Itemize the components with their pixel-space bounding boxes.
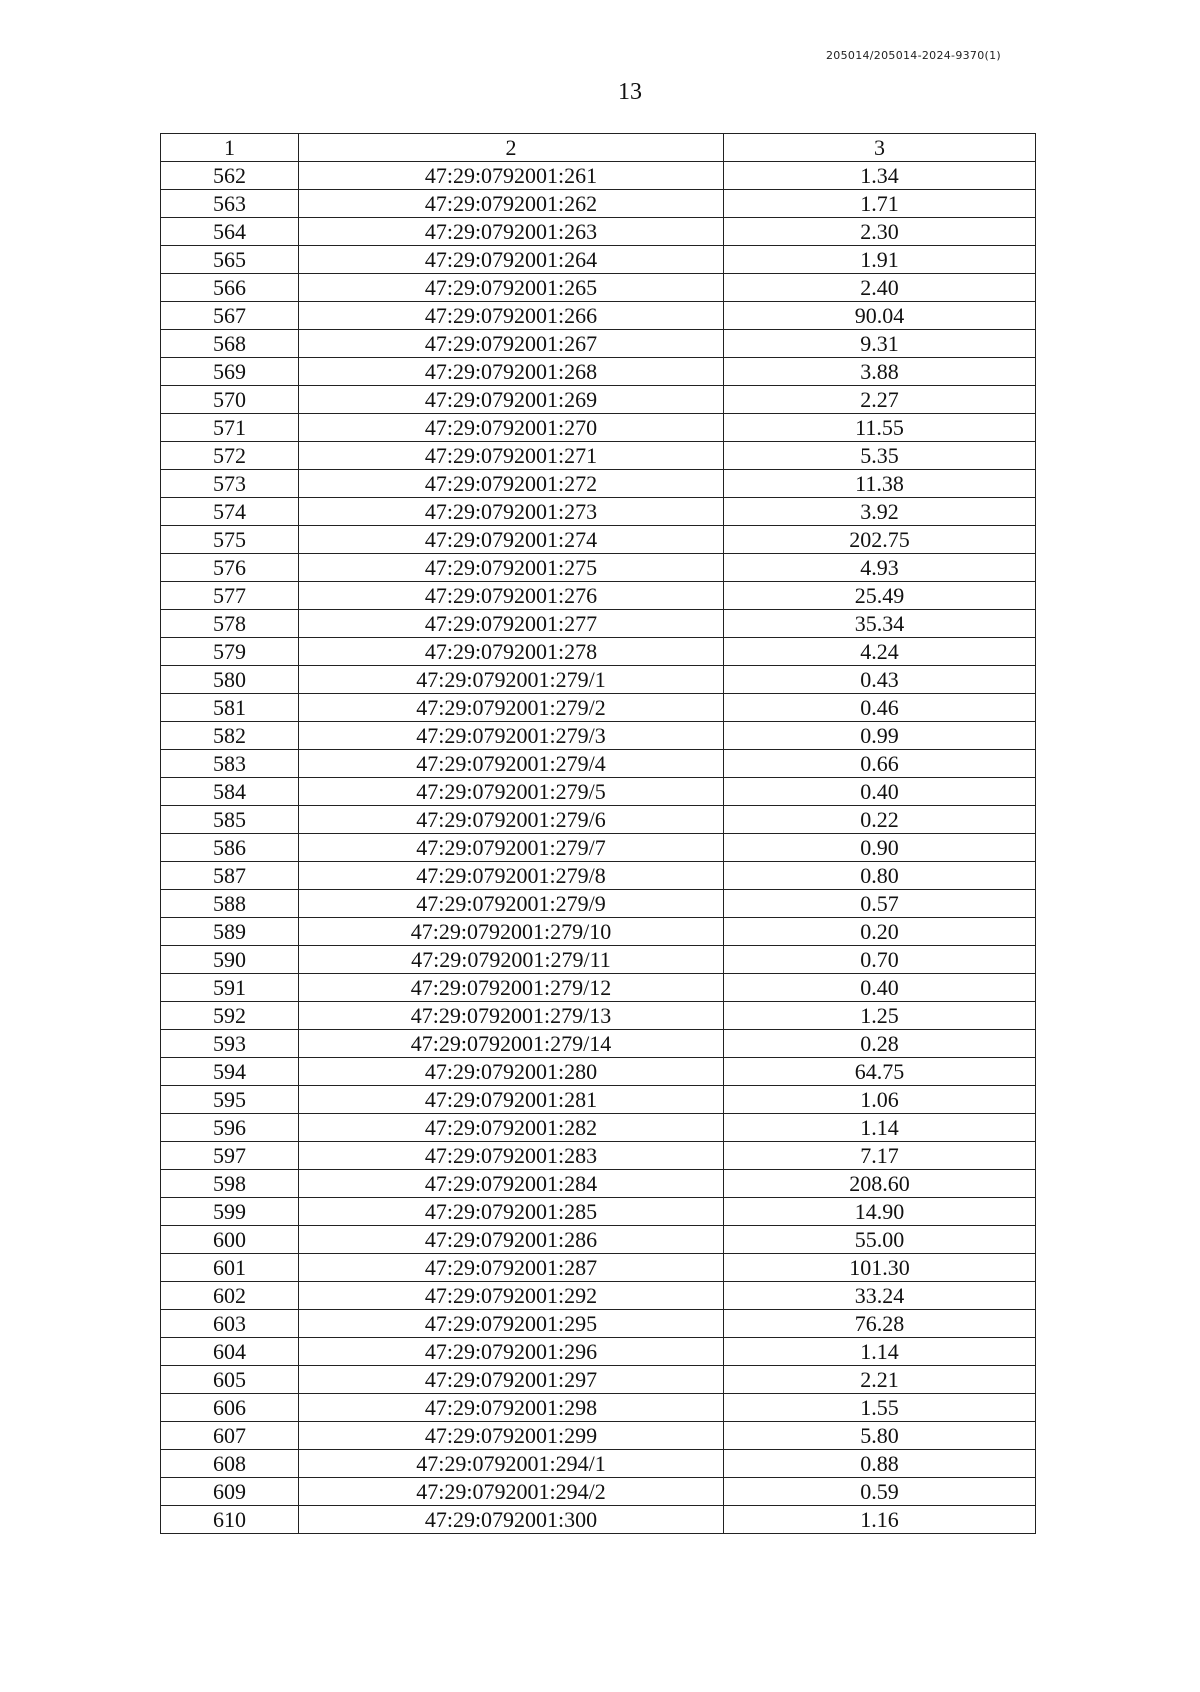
area-cell: 3.92 <box>724 498 1036 526</box>
area-cell: 2.21 <box>724 1366 1036 1394</box>
area-cell: 35.34 <box>724 610 1036 638</box>
table-row <box>161 162 1036 190</box>
table-row <box>161 946 1036 974</box>
cadastral-number-cell: 47:29:0792001:297 <box>299 1366 724 1394</box>
cadastral-number-cell: 47:29:0792001:294/2 <box>299 1478 724 1506</box>
area-cell: 4.24 <box>724 638 1036 666</box>
table-row <box>161 1086 1036 1114</box>
row-number-cell: 593 <box>161 1030 299 1058</box>
column-header-number: 1 <box>161 134 299 162</box>
cadastral-number-cell: 47:29:0792001:279/6 <box>299 806 724 834</box>
cadastral-number-cell: 47:29:0792001:299 <box>299 1422 724 1450</box>
table-row <box>161 1310 1036 1338</box>
cadastral-number-cell: 47:29:0792001:279/14 <box>299 1030 724 1058</box>
table-row <box>161 1254 1036 1282</box>
table-row <box>161 1366 1036 1394</box>
cadastral-number-cell: 47:29:0792001:273 <box>299 498 724 526</box>
table-row <box>161 218 1036 246</box>
cadastral-number-cell: 47:29:0792001:296 <box>299 1338 724 1366</box>
table-header-row <box>161 134 1036 162</box>
table-row <box>161 862 1036 890</box>
document-id: 205014/205014-2024-9370(1) <box>826 49 1001 62</box>
area-cell: 0.22 <box>724 806 1036 834</box>
cadastral-number-cell: 47:29:0792001:285 <box>299 1198 724 1226</box>
row-number-cell: 604 <box>161 1338 299 1366</box>
area-cell: 0.90 <box>724 834 1036 862</box>
table-row <box>161 470 1036 498</box>
area-cell: 33.24 <box>724 1282 1036 1310</box>
row-number-cell: 592 <box>161 1002 299 1030</box>
cadastral-number-cell: 47:29:0792001:279/8 <box>299 862 724 890</box>
cadastral-number-cell: 47:29:0792001:279/7 <box>299 834 724 862</box>
area-cell: 11.55 <box>724 414 1036 442</box>
row-number-cell: 602 <box>161 1282 299 1310</box>
parcel-table <box>160 133 1036 1534</box>
area-cell: 0.70 <box>724 946 1036 974</box>
area-cell: 1.14 <box>724 1114 1036 1142</box>
row-number-cell: 567 <box>161 302 299 330</box>
row-number-cell: 579 <box>161 638 299 666</box>
cadastral-number-cell: 47:29:0792001:279/3 <box>299 722 724 750</box>
cadastral-number-cell: 47:29:0792001:279/4 <box>299 750 724 778</box>
area-cell: 25.49 <box>724 582 1036 610</box>
table-row <box>161 890 1036 918</box>
area-cell: 90.04 <box>724 302 1036 330</box>
table-row <box>161 246 1036 274</box>
area-cell: 0.43 <box>724 666 1036 694</box>
table-row <box>161 302 1036 330</box>
table-row <box>161 1114 1036 1142</box>
table-row <box>161 918 1036 946</box>
cadastral-number-cell: 47:29:0792001:279/13 <box>299 1002 724 1030</box>
table-row <box>161 1198 1036 1226</box>
table-row <box>161 498 1036 526</box>
table-row <box>161 1282 1036 1310</box>
row-number-cell: 571 <box>161 414 299 442</box>
row-number-cell: 563 <box>161 190 299 218</box>
row-number-cell: 575 <box>161 526 299 554</box>
table-row <box>161 694 1036 722</box>
table-row <box>161 1226 1036 1254</box>
cadastral-number-cell: 47:29:0792001:269 <box>299 386 724 414</box>
area-cell: 1.34 <box>724 162 1036 190</box>
cadastral-number-cell: 47:29:0792001:292 <box>299 1282 724 1310</box>
row-number-cell: 565 <box>161 246 299 274</box>
row-number-cell: 573 <box>161 470 299 498</box>
row-number-cell: 574 <box>161 498 299 526</box>
area-cell: 0.99 <box>724 722 1036 750</box>
table-row <box>161 834 1036 862</box>
area-cell: 0.20 <box>724 918 1036 946</box>
table-row <box>161 1450 1036 1478</box>
area-cell: 101.30 <box>724 1254 1036 1282</box>
column-header-area: 3 <box>724 134 1036 162</box>
cadastral-number-cell: 47:29:0792001:274 <box>299 526 724 554</box>
row-number-cell: 587 <box>161 862 299 890</box>
table-row <box>161 414 1036 442</box>
cadastral-number-cell: 47:29:0792001:276 <box>299 582 724 610</box>
area-cell: 55.00 <box>724 1226 1036 1254</box>
cadastral-number-cell: 47:29:0792001:268 <box>299 358 724 386</box>
row-number-cell: 576 <box>161 554 299 582</box>
row-number-cell: 570 <box>161 386 299 414</box>
table-row <box>161 526 1036 554</box>
row-number-cell: 581 <box>161 694 299 722</box>
cadastral-number-cell: 47:29:0792001:272 <box>299 470 724 498</box>
area-cell: 3.88 <box>724 358 1036 386</box>
cadastral-number-cell: 47:29:0792001:284 <box>299 1170 724 1198</box>
table-row <box>161 1170 1036 1198</box>
row-number-cell: 588 <box>161 890 299 918</box>
row-number-cell: 609 <box>161 1478 299 1506</box>
cadastral-number-cell: 47:29:0792001:298 <box>299 1394 724 1422</box>
area-cell: 1.71 <box>724 190 1036 218</box>
cadastral-number-cell: 47:29:0792001:279/5 <box>299 778 724 806</box>
table-row <box>161 1394 1036 1422</box>
cadastral-number-cell: 47:29:0792001:287 <box>299 1254 724 1282</box>
row-number-cell: 597 <box>161 1142 299 1170</box>
table-row <box>161 1506 1036 1534</box>
row-number-cell: 595 <box>161 1086 299 1114</box>
cadastral-number-cell: 47:29:0792001:270 <box>299 414 724 442</box>
cadastral-number-cell: 47:29:0792001:300 <box>299 1506 724 1534</box>
table-row <box>161 330 1036 358</box>
row-number-cell: 577 <box>161 582 299 610</box>
table-row <box>161 1338 1036 1366</box>
row-number-cell: 610 <box>161 1506 299 1534</box>
area-cell: 208.60 <box>724 1170 1036 1198</box>
row-number-cell: 572 <box>161 442 299 470</box>
cadastral-number-cell: 47:29:0792001:266 <box>299 302 724 330</box>
table-row <box>161 1058 1036 1086</box>
area-cell: 0.57 <box>724 890 1036 918</box>
cadastral-number-cell: 47:29:0792001:262 <box>299 190 724 218</box>
cadastral-number-cell: 47:29:0792001:279/1 <box>299 666 724 694</box>
cadastral-number-cell: 47:29:0792001:279/12 <box>299 974 724 1002</box>
area-cell: 2.40 <box>724 274 1036 302</box>
row-number-cell: 569 <box>161 358 299 386</box>
cadastral-number-cell: 47:29:0792001:294/1 <box>299 1450 724 1478</box>
cadastral-number-cell: 47:29:0792001:277 <box>299 610 724 638</box>
row-number-cell: 598 <box>161 1170 299 1198</box>
cadastral-number-cell: 47:29:0792001:261 <box>299 162 724 190</box>
table-row <box>161 1422 1036 1450</box>
row-number-cell: 566 <box>161 274 299 302</box>
row-number-cell: 600 <box>161 1226 299 1254</box>
table-row <box>161 554 1036 582</box>
table-row <box>161 610 1036 638</box>
area-cell: 5.80 <box>724 1422 1036 1450</box>
area-cell: 11.38 <box>724 470 1036 498</box>
row-number-cell: 580 <box>161 666 299 694</box>
area-cell: 14.90 <box>724 1198 1036 1226</box>
area-cell: 4.93 <box>724 554 1036 582</box>
area-cell: 0.46 <box>724 694 1036 722</box>
area-cell: 0.66 <box>724 750 1036 778</box>
cadastral-number-cell: 47:29:0792001:282 <box>299 1114 724 1142</box>
table-row <box>161 806 1036 834</box>
table-row <box>161 778 1036 806</box>
table-row <box>161 582 1036 610</box>
table-row <box>161 442 1036 470</box>
area-cell: 0.28 <box>724 1030 1036 1058</box>
area-cell: 76.28 <box>724 1310 1036 1338</box>
row-number-cell: 596 <box>161 1114 299 1142</box>
row-number-cell: 594 <box>161 1058 299 1086</box>
row-number-cell: 589 <box>161 918 299 946</box>
row-number-cell: 584 <box>161 778 299 806</box>
row-number-cell: 568 <box>161 330 299 358</box>
cadastral-number-cell: 47:29:0792001:281 <box>299 1086 724 1114</box>
table-row <box>161 638 1036 666</box>
row-number-cell: 562 <box>161 162 299 190</box>
row-number-cell: 606 <box>161 1394 299 1422</box>
area-cell: 0.59 <box>724 1478 1036 1506</box>
cadastral-number-cell: 47:29:0792001:283 <box>299 1142 724 1170</box>
table-row <box>161 666 1036 694</box>
row-number-cell: 564 <box>161 218 299 246</box>
cadastral-number-cell: 47:29:0792001:286 <box>299 1226 724 1254</box>
area-cell: 2.27 <box>724 386 1036 414</box>
cadastral-number-cell: 47:29:0792001:279/2 <box>299 694 724 722</box>
table-row <box>161 1002 1036 1030</box>
area-cell: 0.40 <box>724 974 1036 1002</box>
row-number-cell: 599 <box>161 1198 299 1226</box>
cadastral-number-cell: 47:29:0792001:280 <box>299 1058 724 1086</box>
area-cell: 1.14 <box>724 1338 1036 1366</box>
table-row <box>161 750 1036 778</box>
table-row <box>161 974 1036 1002</box>
area-cell: 1.25 <box>724 1002 1036 1030</box>
cadastral-number-cell: 47:29:0792001:263 <box>299 218 724 246</box>
area-cell: 7.17 <box>724 1142 1036 1170</box>
table-row <box>161 1478 1036 1506</box>
page-number: 13 <box>618 79 642 105</box>
row-number-cell: 601 <box>161 1254 299 1282</box>
row-number-cell: 578 <box>161 610 299 638</box>
area-cell: 0.40 <box>724 778 1036 806</box>
table-body <box>161 162 1036 1534</box>
area-cell: 9.31 <box>724 330 1036 358</box>
row-number-cell: 586 <box>161 834 299 862</box>
row-number-cell: 582 <box>161 722 299 750</box>
area-cell: 0.80 <box>724 862 1036 890</box>
row-number-cell: 603 <box>161 1310 299 1338</box>
row-number-cell: 607 <box>161 1422 299 1450</box>
cadastral-number-cell: 47:29:0792001:278 <box>299 638 724 666</box>
area-cell: 5.35 <box>724 442 1036 470</box>
row-number-cell: 583 <box>161 750 299 778</box>
cadastral-number-cell: 47:29:0792001:295 <box>299 1310 724 1338</box>
cadastral-number-cell: 47:29:0792001:271 <box>299 442 724 470</box>
table-row <box>161 722 1036 750</box>
row-number-cell: 585 <box>161 806 299 834</box>
column-header-cadastral-number: 2 <box>299 134 724 162</box>
table-row <box>161 1142 1036 1170</box>
table-row <box>161 386 1036 414</box>
table-row <box>161 190 1036 218</box>
row-number-cell: 605 <box>161 1366 299 1394</box>
cadastral-number-cell: 47:29:0792001:264 <box>299 246 724 274</box>
area-cell: 1.16 <box>724 1506 1036 1534</box>
cadastral-number-cell: 47:29:0792001:275 <box>299 554 724 582</box>
area-cell: 202.75 <box>724 526 1036 554</box>
row-number-cell: 590 <box>161 946 299 974</box>
area-cell: 0.88 <box>724 1450 1036 1478</box>
area-cell: 2.30 <box>724 218 1036 246</box>
cadastral-number-cell: 47:29:0792001:279/11 <box>299 946 724 974</box>
table-row <box>161 1030 1036 1058</box>
cadastral-number-cell: 47:29:0792001:279/9 <box>299 890 724 918</box>
cadastral-number-cell: 47:29:0792001:265 <box>299 274 724 302</box>
row-number-cell: 608 <box>161 1450 299 1478</box>
area-cell: 64.75 <box>724 1058 1036 1086</box>
area-cell: 1.06 <box>724 1086 1036 1114</box>
area-cell: 1.91 <box>724 246 1036 274</box>
table-row <box>161 358 1036 386</box>
row-number-cell: 591 <box>161 974 299 1002</box>
cadastral-number-cell: 47:29:0792001:279/10 <box>299 918 724 946</box>
cadastral-number-cell: 47:29:0792001:267 <box>299 330 724 358</box>
table-row <box>161 274 1036 302</box>
area-cell: 1.55 <box>724 1394 1036 1422</box>
